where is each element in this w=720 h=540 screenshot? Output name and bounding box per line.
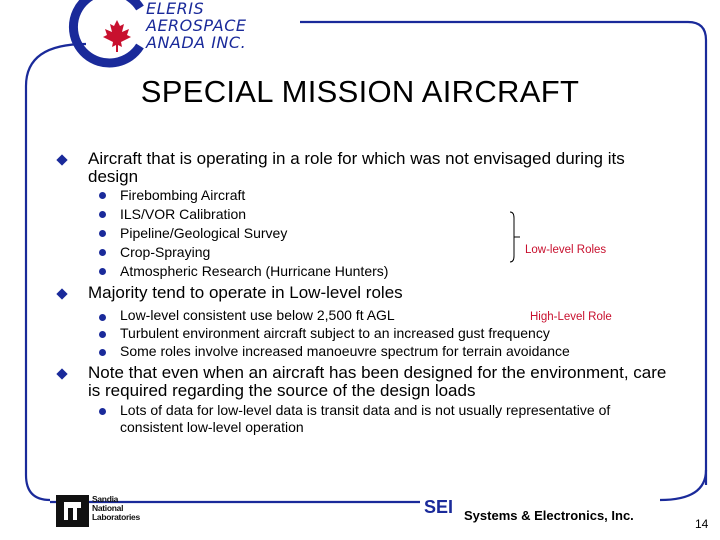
sub-bullet-text: Low-level consistent use below 2,500 ft AGL	[120, 307, 395, 323]
sub-bullet-dot-icon	[99, 230, 106, 237]
sandia-labs-wordmark: Sandia National Laboratories	[92, 494, 140, 522]
sub-bullet-dot-icon	[99, 331, 106, 338]
bullet-text: Aircraft that is operating in a role for which was not envisaged during its design	[88, 149, 625, 186]
sub-bullet-dot-icon	[99, 249, 106, 256]
sub-bullet-text: Atmospheric Research (Hurricane Hunters)	[120, 263, 389, 279]
sub-bullet-dot-icon	[99, 349, 106, 356]
sandia-logo	[56, 495, 89, 527]
high-level-role-annotation: High-Level Role	[530, 311, 612, 323]
maple-leaf-icon	[103, 20, 131, 52]
logo-line: ANADA INC.	[146, 33, 247, 52]
sub-bullet-text: Crop-Spraying	[120, 244, 211, 260]
low-level-roles-annotation: Low-level Roles	[525, 244, 607, 256]
sub-bullet-text: Firebombing Aircraft	[120, 187, 246, 203]
slide-title: SPECIAL MISSION AIRCRAFT	[140, 74, 580, 109]
page-number: 14	[695, 517, 709, 531]
bullet-text: Note that even when an aircraft has been designed for the environment, care is required regarding the source of the design loads	[88, 363, 667, 400]
sub-bullet-text: Pipeline/Geological Survey	[120, 225, 288, 241]
sub-bullet-text: ILS/VOR Calibration	[120, 206, 247, 222]
company-logo-text	[146, 0, 286, 51]
sub-bullet-dot-icon	[99, 192, 106, 199]
sub-bullet-text: Turbulent environment aircraft subject to an increased gust frequency	[120, 325, 550, 341]
sei-logo: SEI	[424, 497, 454, 517]
logo-line: AEROSPACE	[146, 16, 247, 35]
bullet-text: Majority tend to operate in Low-level roles	[88, 283, 403, 302]
sub-bullet-dot-icon	[99, 314, 106, 321]
sub-bullet-dot-icon	[99, 211, 106, 218]
sub-bullet-text: Some roles involve increased manoeuvre spectrum for terrain avoidance	[120, 343, 570, 359]
sub-bullet-dot-icon	[99, 268, 106, 275]
company-name: Systems & Electronics, Inc.	[464, 508, 634, 523]
sub-bullet-dot-icon	[99, 408, 106, 415]
sub-bullet-text: Lots of data for low-level data is transit data and is not usually representative of consistent low-level operation	[120, 402, 611, 435]
logo-line: ELERIS	[146, 0, 205, 18]
